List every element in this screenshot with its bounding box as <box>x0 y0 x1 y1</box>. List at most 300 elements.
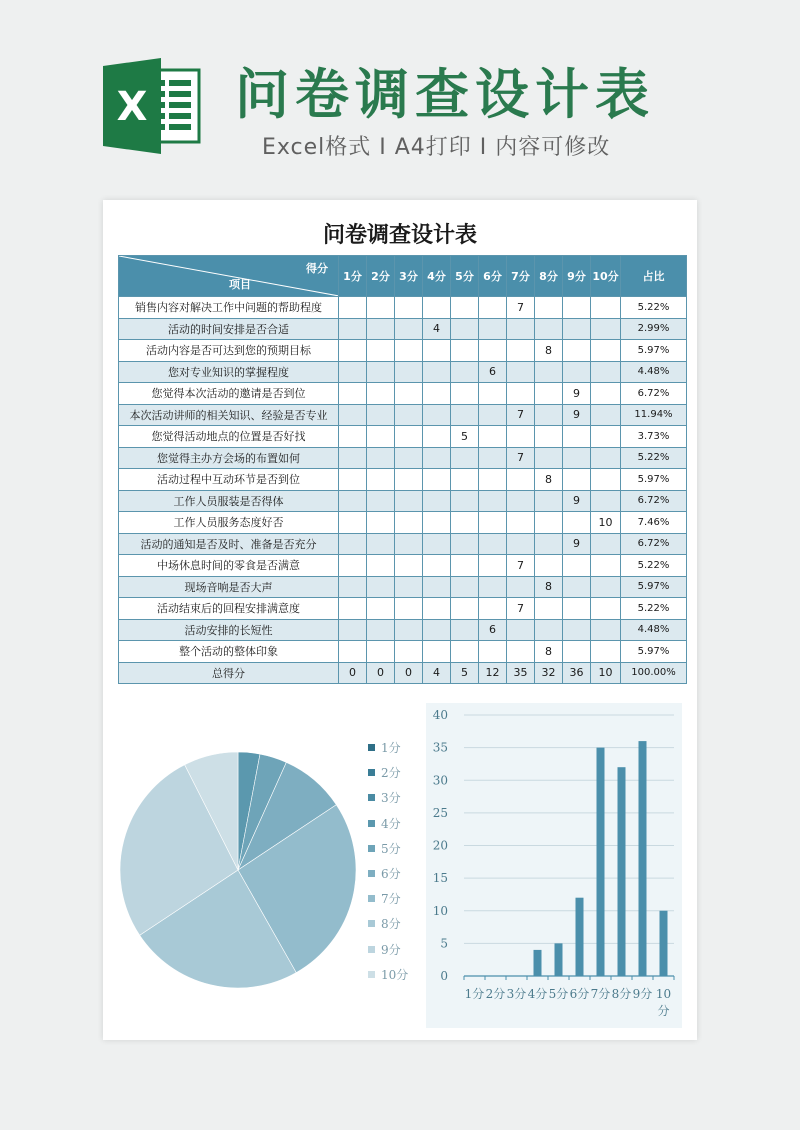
score-cell <box>479 533 507 555</box>
score-cell <box>591 576 621 598</box>
diagonal-header-cell <box>119 256 339 297</box>
score-cell <box>591 340 621 362</box>
score-cell <box>423 576 451 598</box>
score-cell <box>451 404 479 426</box>
score-cell: 9 <box>563 490 591 512</box>
score-cell <box>535 447 563 469</box>
pct-cell: 5.97% <box>621 469 687 491</box>
score-cell <box>479 598 507 620</box>
score-cell <box>507 512 535 534</box>
score-cell <box>339 383 367 405</box>
score-cell <box>395 318 423 340</box>
score-cell <box>591 383 621 405</box>
score-cell <box>339 404 367 426</box>
legend-label: 10分 <box>381 967 409 982</box>
item-cell: 本次活动讲师的相关知识、经验是否专业 <box>119 404 339 426</box>
score-cell <box>563 576 591 598</box>
legend-item <box>368 785 428 810</box>
score-cell <box>339 340 367 362</box>
table-header-row <box>119 256 687 297</box>
pct-cell: 7.46% <box>621 512 687 534</box>
score-cell <box>591 361 621 383</box>
item-cell: 整个活动的整体印象 <box>119 641 339 663</box>
score-cell <box>367 340 395 362</box>
pct-cell: 5.22% <box>621 555 687 577</box>
x-tick-label: 5分 <box>548 987 569 1001</box>
score-cell <box>563 641 591 663</box>
score-cell <box>423 361 451 383</box>
legend-swatch <box>368 744 375 751</box>
score-cell <box>451 619 479 641</box>
score-cell <box>451 447 479 469</box>
legend-swatch <box>368 769 375 776</box>
score-cell <box>367 426 395 448</box>
score-cell <box>395 340 423 362</box>
score-cell <box>507 361 535 383</box>
score-cell <box>451 641 479 663</box>
total-score-cell: 0 <box>395 662 423 684</box>
score-header: 7分 <box>507 256 535 297</box>
pct-cell: 2.99% <box>621 318 687 340</box>
score-header: 9分 <box>563 256 591 297</box>
score-cell <box>423 555 451 577</box>
score-cell <box>395 641 423 663</box>
x-tick-label: 9分 <box>632 987 653 1001</box>
score-cell <box>563 555 591 577</box>
score-cell <box>423 490 451 512</box>
pct-header: 占比 <box>621 256 687 297</box>
score-cell <box>563 297 591 319</box>
score-cell <box>535 297 563 319</box>
score-cell <box>339 555 367 577</box>
score-cell <box>451 318 479 340</box>
score-cell <box>395 490 423 512</box>
legend-swatch <box>368 946 375 953</box>
table-row <box>119 426 687 448</box>
score-cell <box>563 340 591 362</box>
score-cell <box>535 361 563 383</box>
score-cell <box>507 426 535 448</box>
table-row <box>119 383 687 405</box>
score-cell <box>591 533 621 555</box>
legend-swatch <box>368 895 375 902</box>
score-cell <box>367 469 395 491</box>
item-cell: 活动过程中互动环节是否到位 <box>119 469 339 491</box>
score-cell: 4 <box>423 318 451 340</box>
y-tick-label: 0 <box>440 969 448 983</box>
item-cell: 您对专业知识的掌握程度 <box>119 361 339 383</box>
item-cell: 工作人员服装是否得体 <box>119 490 339 512</box>
score-cell <box>563 361 591 383</box>
score-cell <box>479 404 507 426</box>
total-score-cell: 4 <box>423 662 451 684</box>
score-cell <box>479 641 507 663</box>
total-score-cell: 0 <box>367 662 395 684</box>
score-cell <box>479 318 507 340</box>
table-row <box>119 297 687 319</box>
score-cell <box>591 555 621 577</box>
excel-icon <box>103 58 203 154</box>
score-cell <box>423 297 451 319</box>
x-tick-label: 4分 <box>527 987 548 1001</box>
score-header: 4分 <box>423 256 451 297</box>
legend-label: 3分 <box>381 791 401 806</box>
pct-cell: 6.72% <box>621 383 687 405</box>
pie-legend <box>368 735 428 987</box>
score-cell: 5 <box>451 426 479 448</box>
score-cell <box>451 533 479 555</box>
score-cell <box>591 426 621 448</box>
bar <box>534 950 542 976</box>
legend-item <box>368 962 428 987</box>
table-row <box>119 619 687 641</box>
score-cell <box>339 297 367 319</box>
score-cell <box>479 576 507 598</box>
item-cell: 活动安排的长短性 <box>119 619 339 641</box>
item-cell: 工作人员服务态度好否 <box>119 512 339 534</box>
y-tick-label: 20 <box>432 838 448 853</box>
score-cell <box>535 512 563 534</box>
score-cell <box>563 469 591 491</box>
score-cell <box>479 383 507 405</box>
score-cell <box>479 297 507 319</box>
sheet-title: 问卷调查设计表 <box>322 223 477 248</box>
score-cell <box>367 555 395 577</box>
pct-cell: 5.22% <box>621 598 687 620</box>
score-cell <box>423 340 451 362</box>
score-cell <box>563 598 591 620</box>
legend-label: 6分 <box>381 867 401 882</box>
table-row <box>119 512 687 534</box>
score-cell <box>507 318 535 340</box>
score-cell <box>479 469 507 491</box>
score-cell <box>479 426 507 448</box>
score-cell <box>507 533 535 555</box>
x-tick-label: 10 分 <box>655 987 672 1018</box>
score-cell <box>367 533 395 555</box>
score-cell <box>535 383 563 405</box>
score-cell <box>367 404 395 426</box>
score-cell <box>339 619 367 641</box>
score-cell <box>563 447 591 469</box>
page-subtitle: Excel格式 I A4打印 I 内容可修改 <box>262 135 611 160</box>
score-cell: 10 <box>591 512 621 534</box>
score-cell <box>395 404 423 426</box>
score-cell <box>339 533 367 555</box>
score-cell <box>423 619 451 641</box>
score-cell <box>367 576 395 598</box>
score-header: 3分 <box>395 256 423 297</box>
score-cell <box>395 361 423 383</box>
score-cell <box>367 619 395 641</box>
total-score-cell: 10 <box>591 662 621 684</box>
score-cell <box>367 641 395 663</box>
score-cell <box>423 383 451 405</box>
score-cell <box>479 512 507 534</box>
score-cell <box>339 490 367 512</box>
score-cell <box>479 490 507 512</box>
score-cell: 9 <box>563 404 591 426</box>
score-cell <box>535 533 563 555</box>
score-cell <box>423 469 451 491</box>
x-tick-label: 6分 <box>569 987 590 1001</box>
pct-cell: 6.72% <box>621 533 687 555</box>
score-cell <box>591 619 621 641</box>
score-cell <box>507 490 535 512</box>
score-cell: 9 <box>563 383 591 405</box>
score-cell <box>395 512 423 534</box>
table-row <box>119 469 687 491</box>
item-cell: 您觉得主办方会场的布置如何 <box>119 447 339 469</box>
table-row <box>119 404 687 426</box>
score-cell <box>339 512 367 534</box>
score-cell: 7 <box>507 598 535 620</box>
score-cell: 8 <box>535 641 563 663</box>
legend-item <box>368 861 428 886</box>
item-header-label: 项目 <box>229 278 251 291</box>
pct-cell: 11.94% <box>621 404 687 426</box>
legend-label: 9分 <box>381 942 401 957</box>
score-cell <box>535 490 563 512</box>
legend-swatch <box>368 845 375 852</box>
legend-label: 5分 <box>381 841 401 856</box>
pct-cell: 5.97% <box>621 340 687 362</box>
pct-cell: 3.73% <box>621 426 687 448</box>
legend-label: 7分 <box>381 892 401 907</box>
score-cell <box>423 641 451 663</box>
y-tick-label: 15 <box>432 871 448 886</box>
bar-chart <box>426 703 682 1028</box>
bar <box>618 767 626 976</box>
score-cell <box>507 576 535 598</box>
item-cell: 现场音响是否大声 <box>119 576 339 598</box>
score-cell <box>339 469 367 491</box>
pct-cell: 4.48% <box>621 361 687 383</box>
y-tick-label: 30 <box>432 773 448 788</box>
score-cell <box>367 297 395 319</box>
score-cell <box>423 426 451 448</box>
pct-cell: 4.48% <box>621 619 687 641</box>
score-cell <box>395 576 423 598</box>
score-cell <box>367 318 395 340</box>
score-cell: 8 <box>535 469 563 491</box>
legend-label: 1分 <box>381 741 401 756</box>
score-cell <box>591 297 621 319</box>
score-cell <box>423 533 451 555</box>
score-header: 10分 <box>591 256 621 297</box>
score-cell <box>479 555 507 577</box>
score-cell <box>563 426 591 448</box>
item-cell: 活动结束后的回程安排满意度 <box>119 598 339 620</box>
legend-swatch <box>368 794 375 801</box>
score-cell <box>451 383 479 405</box>
score-cell: 9 <box>563 533 591 555</box>
score-cell <box>339 576 367 598</box>
score-cell <box>423 447 451 469</box>
bar <box>639 741 647 976</box>
x-tick-label: 1分 <box>464 987 485 1001</box>
item-cell: 中场休息时间的零食是否满意 <box>119 555 339 577</box>
score-cell: 6 <box>479 619 507 641</box>
score-cell <box>395 297 423 319</box>
item-cell: 活动内容是否可达到您的预期目标 <box>119 340 339 362</box>
y-tick-label: 40 <box>432 708 448 722</box>
score-cell <box>339 426 367 448</box>
pct-cell: 5.97% <box>621 576 687 598</box>
table-row <box>119 490 687 512</box>
score-cell <box>367 361 395 383</box>
total-score-cell: 5 <box>451 662 479 684</box>
score-cell <box>451 490 479 512</box>
score-cell: 7 <box>507 404 535 426</box>
y-tick-label: 35 <box>432 740 448 755</box>
table-row <box>119 598 687 620</box>
bar <box>576 898 584 976</box>
score-cell <box>563 512 591 534</box>
pct-cell: 5.22% <box>621 297 687 319</box>
score-cell <box>451 469 479 491</box>
legend-item <box>368 911 428 936</box>
table-row <box>119 340 687 362</box>
legend-label: 4分 <box>381 816 401 831</box>
score-cell <box>591 490 621 512</box>
total-score-cell: 32 <box>535 662 563 684</box>
legend-item <box>368 811 428 836</box>
score-cell <box>395 447 423 469</box>
score-cell <box>507 641 535 663</box>
score-cell <box>507 340 535 362</box>
table-row <box>119 447 687 469</box>
score-cell <box>535 426 563 448</box>
total-score-cell: 12 <box>479 662 507 684</box>
score-cell <box>339 318 367 340</box>
total-label: 总得分 <box>119 662 339 684</box>
score-cell <box>563 619 591 641</box>
item-cell: 您觉得活动地点的位置是否好找 <box>119 426 339 448</box>
legend-item <box>368 735 428 760</box>
page-title: 问卷调查设计表 <box>235 63 655 126</box>
score-cell <box>451 576 479 598</box>
score-cell <box>339 361 367 383</box>
legend-item <box>368 937 428 962</box>
header <box>0 0 800 185</box>
score-cell <box>451 361 479 383</box>
score-cell <box>591 447 621 469</box>
score-cell: 7 <box>507 297 535 319</box>
score-header: 5分 <box>451 256 479 297</box>
score-cell <box>591 469 621 491</box>
score-cell <box>339 447 367 469</box>
y-tick-label: 5 <box>440 936 448 951</box>
score-cell <box>507 619 535 641</box>
score-cell <box>535 404 563 426</box>
table-row <box>119 318 687 340</box>
score-header: 1分 <box>339 256 367 297</box>
bar <box>555 943 563 976</box>
total-pct-cell: 100.00% <box>621 662 687 684</box>
total-row <box>119 662 687 684</box>
score-cell <box>395 469 423 491</box>
total-score-cell: 0 <box>339 662 367 684</box>
y-tick-label: 25 <box>432 805 448 820</box>
total-score-cell: 35 <box>507 662 535 684</box>
table-row <box>119 641 687 663</box>
x-tick-label: 3分 <box>506 987 527 1001</box>
score-cell <box>591 641 621 663</box>
score-cell <box>395 555 423 577</box>
pct-cell: 6.72% <box>621 490 687 512</box>
score-cell <box>395 533 423 555</box>
excel-logo-letter: X <box>116 84 148 130</box>
legend-swatch <box>368 971 375 978</box>
score-cell <box>507 469 535 491</box>
bar <box>660 911 668 976</box>
x-tick-label: 8分 <box>611 987 632 1001</box>
score-header: 6分 <box>479 256 507 297</box>
survey-table <box>118 255 687 684</box>
score-cell <box>367 512 395 534</box>
score-cell <box>563 318 591 340</box>
score-cell <box>591 598 621 620</box>
table-row <box>119 555 687 577</box>
score-cell <box>451 512 479 534</box>
score-cell <box>367 447 395 469</box>
score-cell: 8 <box>535 340 563 362</box>
legend-swatch <box>368 820 375 827</box>
score-cell <box>395 619 423 641</box>
score-cell <box>535 555 563 577</box>
score-cell <box>423 512 451 534</box>
score-header: 2分 <box>367 256 395 297</box>
score-cell <box>451 297 479 319</box>
score-cell <box>339 598 367 620</box>
pct-cell: 5.97% <box>621 641 687 663</box>
score-cell <box>451 555 479 577</box>
score-cell <box>591 404 621 426</box>
score-cell <box>367 490 395 512</box>
legend-item <box>368 886 428 911</box>
pct-cell: 5.22% <box>621 447 687 469</box>
score-cell <box>451 598 479 620</box>
score-cell <box>395 598 423 620</box>
y-tick-label: 10 <box>432 903 448 918</box>
score-cell: 6 <box>479 361 507 383</box>
score-cell <box>591 318 621 340</box>
x-tick-label: 7分 <box>590 987 611 1001</box>
legend-item <box>368 760 428 785</box>
item-cell: 您觉得本次活动的邀请是否到位 <box>119 383 339 405</box>
legend-swatch <box>368 920 375 927</box>
score-header: 8分 <box>535 256 563 297</box>
table-row <box>119 361 687 383</box>
score-header-label: 得分 <box>306 262 328 275</box>
score-cell <box>535 318 563 340</box>
score-cell <box>535 619 563 641</box>
score-cell: 7 <box>507 447 535 469</box>
total-score-cell: 36 <box>563 662 591 684</box>
score-cell <box>395 426 423 448</box>
bar <box>597 748 605 976</box>
legend-label: 8分 <box>381 917 401 932</box>
sheet <box>103 200 697 1040</box>
x-tick-label: 2分 <box>485 987 506 1001</box>
score-cell <box>367 598 395 620</box>
score-cell <box>423 598 451 620</box>
score-cell <box>535 598 563 620</box>
score-cell: 8 <box>535 576 563 598</box>
score-cell <box>479 447 507 469</box>
score-cell <box>479 340 507 362</box>
